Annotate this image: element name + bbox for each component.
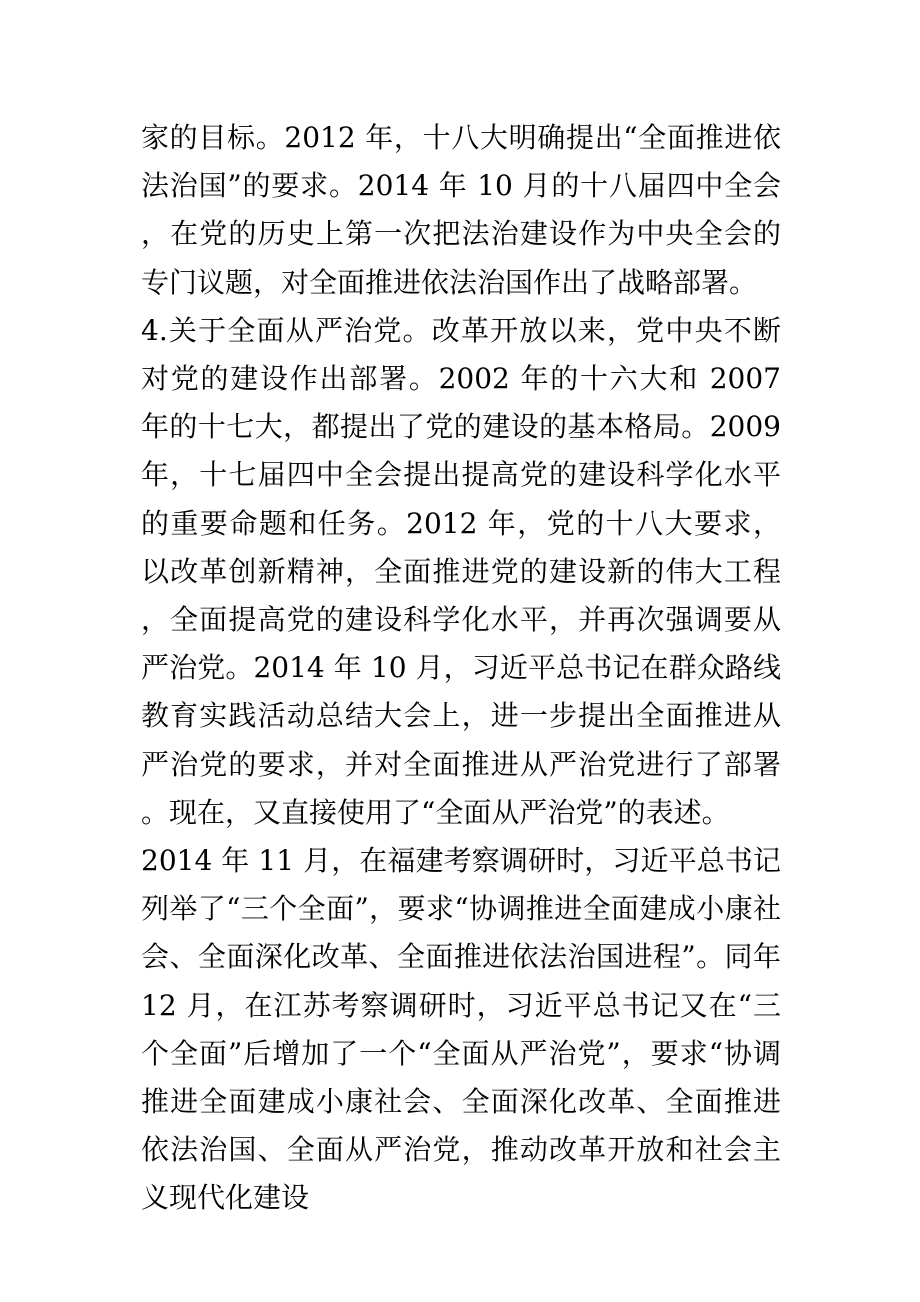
paragraph-four-comprehensives: 2014 年 11 月，在福建考察调研时，习近平总书记列举了“三个全面”，要求“协调推进全面建成小康社会、全面深化改革、全面推进依法治国进程”。同年 12 月，在江苏考察调研时，习近平总书记又在“三个全面”后增加了一个“全面从严治党”，要求“协调推进全面建成小康社会、全面深化改革、全面推进依法治国、全面从严治党，推动改革开放和社会主义现代化建设	[141, 844, 781, 1215]
paragraph-rule-of-law: 家的目标。2012 年，十八大明确提出“全面推进依法治国”的要求。2014 年 10 月的十八届四中全会，在党的历史上第一次把法治建设作为中央全会的专门议题，对全面推进依法治国作出了战略部署。	[141, 121, 781, 299]
paragraph-strict-party-governance: 4.关于全面从严治党。改革开放以来，党中央不断对党的建设作出部署。2002 年的十六大和 2007 年的十七大，都提出了党的建设的基本格局。2009 年，十七届四中全会提出提高党的建设科学化水平的重要命题和任务。2012 年，党的十八大要求，以改革创新精神，全面推进党的建设新的伟大工程，全面提高党的建设科学化水平，并再次强调要从严治党。2014 年 10 月，习近平总书记在群众路线教育实践活动总结大会上，进一步提出全面推进从严治党的要求，并对全面推进从严治党进行了部署。现在，又直接使用了“全面从严治党”的表述。	[141, 313, 781, 829]
document-page	[141, 114, 781, 1223]
